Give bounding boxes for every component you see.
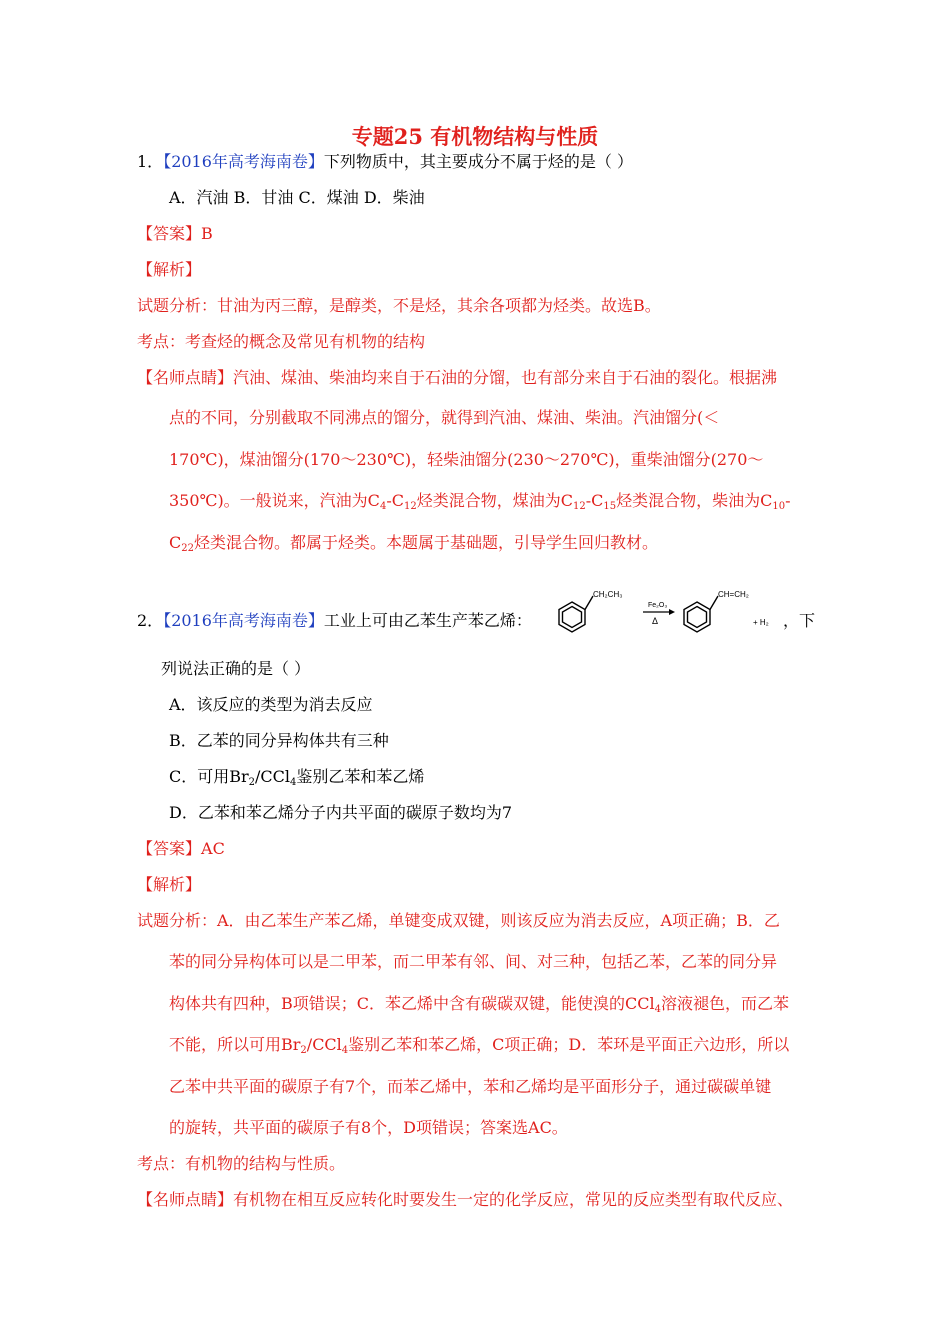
question-2-analysis-line-4: [169, 1035, 789, 1055]
subscript: 2: [300, 1045, 307, 1056]
question-number: 2．: [137, 611, 164, 630]
question-1-answer: [137, 224, 213, 244]
tip-text: 烃类混合物，煤油为C: [416, 491, 573, 510]
question-1-tip-line-1: [137, 368, 777, 388]
subscript: 12: [572, 501, 586, 512]
question-2-option-a: A．该反应的类型为消去反应: [169, 695, 373, 714]
question-2-analysis-line-5: 乙苯中共平面的碳原子有7个，而苯乙烯中，苯和乙烯均是平面形分子，通过碳碳单键: [169, 1077, 772, 1096]
question-1-tip-line-2: 点的不同，分别截取不同沸点的馏分，就得到汽油、煤油、柴油。汽油馏分(＜: [169, 408, 720, 427]
question-2-option-b: B．乙苯的同分异构体共有三种: [169, 731, 389, 750]
byproduct-label: + H₂: [753, 618, 769, 627]
analysis-text: 溶液褪色，而乙苯: [660, 994, 789, 1013]
question-2-stem-line-2: 列说法正确的是（ ）: [161, 659, 311, 678]
analysis-text: /CCl: [306, 1035, 342, 1054]
subscript: 2: [248, 777, 256, 788]
question-2-stem-tail: ，下: [783, 611, 816, 630]
question-2-option-d: D．乙苯和苯乙烯分子内共平面的碳原子数均为7: [169, 803, 513, 822]
tip-text: C: [169, 533, 182, 552]
question-1-kaodian: 考点：考查烃的概念及常见有机物的结构: [137, 332, 426, 351]
question-1-options: A．汽油 B．甘油 C．煤油 D．柴油: [169, 188, 425, 207]
question-2-answer: [137, 839, 225, 859]
subscript: 12: [403, 501, 417, 512]
answer-label: 【答案】: [137, 224, 202, 243]
question-2-option-c: [169, 767, 424, 787]
substituent-label: CH₂CH₃: [593, 590, 623, 599]
answer-label: 【答案】: [137, 839, 202, 858]
question-text: 工业上可由乙苯生产苯乙烯：: [323, 611, 532, 630]
subscript: 10: [772, 501, 786, 512]
analysis-text: 构体共有四种，B项错误；C．苯乙烯中含有碳碳双键，能使溴的CCl: [169, 994, 655, 1013]
subscript: 15: [603, 501, 617, 512]
tip-text: 烃类混合物，柴油为C: [616, 491, 773, 510]
tip-text: 烃类混合物。都属于烃类。本题属于基础题，引导学生回归教材。: [193, 533, 658, 552]
question-2-analysis-label: 【解析】: [137, 875, 202, 894]
question-1-analysis-label: 【解析】: [137, 260, 202, 279]
question-1-tip-line-4: [169, 491, 790, 511]
answer-value: AC: [201, 839, 225, 858]
question-source: 【2016年高考海南卷】: [163, 611, 324, 630]
answer-value: B: [201, 224, 213, 243]
reaction-equation-image: [555, 584, 780, 648]
tip-text: 汽油、煤油、柴油均来自于石油的分馏，也有部分来自于石油的裂化。根据沸: [233, 368, 778, 387]
question-2-stem: [137, 611, 532, 631]
question-1-analysis: 试题分析：甘油为丙三醇，是醇类，不是烃，其余各项都为烃类。故选B。: [137, 296, 661, 315]
question-2-tip-line-1: [137, 1190, 793, 1210]
question-2-analysis-line-3: [169, 994, 789, 1014]
question-1-tip-line-5: [169, 533, 658, 553]
benzene-ring-icon: [684, 596, 718, 632]
heat-condition-label: Δ: [652, 616, 659, 626]
question-number: 1．: [137, 152, 164, 171]
option-text: /CCl: [255, 767, 291, 786]
question-2-kaodian: 考点：有机物的结构与性质。: [137, 1154, 346, 1173]
tip-text: 350℃)。一般说来，汽油为C: [169, 491, 380, 510]
catalyst-label: Fe₂O₃: [648, 602, 668, 609]
question-source: 【2016年高考海南卷】: [163, 152, 324, 171]
tip-label: 【名师点睛】: [137, 1190, 234, 1209]
reaction-arrow-icon: [643, 609, 675, 615]
analysis-text: 鉴别乙苯和苯乙烯，C项正确；D．苯环是平面正六边形，所以: [348, 1035, 790, 1054]
option-text: 鉴别乙苯和苯乙烯: [296, 767, 425, 786]
subscript: 4: [379, 501, 387, 512]
subscript: 22: [181, 543, 194, 554]
question-text: 下列物质中，其主要成分不属于烃的是（ ）: [323, 152, 634, 171]
analysis-text: 不能，所以可用Br: [169, 1035, 301, 1054]
benzene-ring-icon: [559, 596, 593, 632]
subscript: 4: [290, 777, 297, 788]
page-title: 专题25 有机物结构与性质: [351, 124, 599, 149]
tip-text: -C: [386, 491, 404, 510]
question-2-analysis-line-1: 试题分析：A．由乙苯生产苯乙烯，单键变成双键，则该反应为消去反应，A项正确；B．乙: [137, 911, 780, 930]
substituent-label: CH=CH₂: [718, 590, 749, 599]
question-1-tip-line-3: 170℃)，煤油馏分(170～230℃)，轻柴油馏分(230～270℃)，重柴油馏分(270～: [169, 450, 764, 469]
subscript: 4: [341, 1045, 349, 1056]
option-text: C．可用Br: [169, 767, 249, 786]
tip-text: -C: [585, 491, 604, 510]
question-1-stem: [137, 152, 633, 172]
subscript: 4: [654, 1004, 661, 1015]
question-2-analysis-line-2: 苯的同分异构体可以是二甲苯，而二甲苯有邻、间、对三种，包括乙苯，乙苯的同分异: [169, 952, 778, 971]
tip-text: -: [785, 491, 791, 510]
tip-label: 【名师点睛】: [137, 368, 234, 387]
tip-text: 有机物在相互反应转化时要发生一定的化学反应，常见的反应类型有取代反应、: [233, 1190, 794, 1209]
question-2-analysis-line-6: 的旋转，共平面的碳原子有8个，D项错误；答案选AC。: [169, 1118, 568, 1137]
